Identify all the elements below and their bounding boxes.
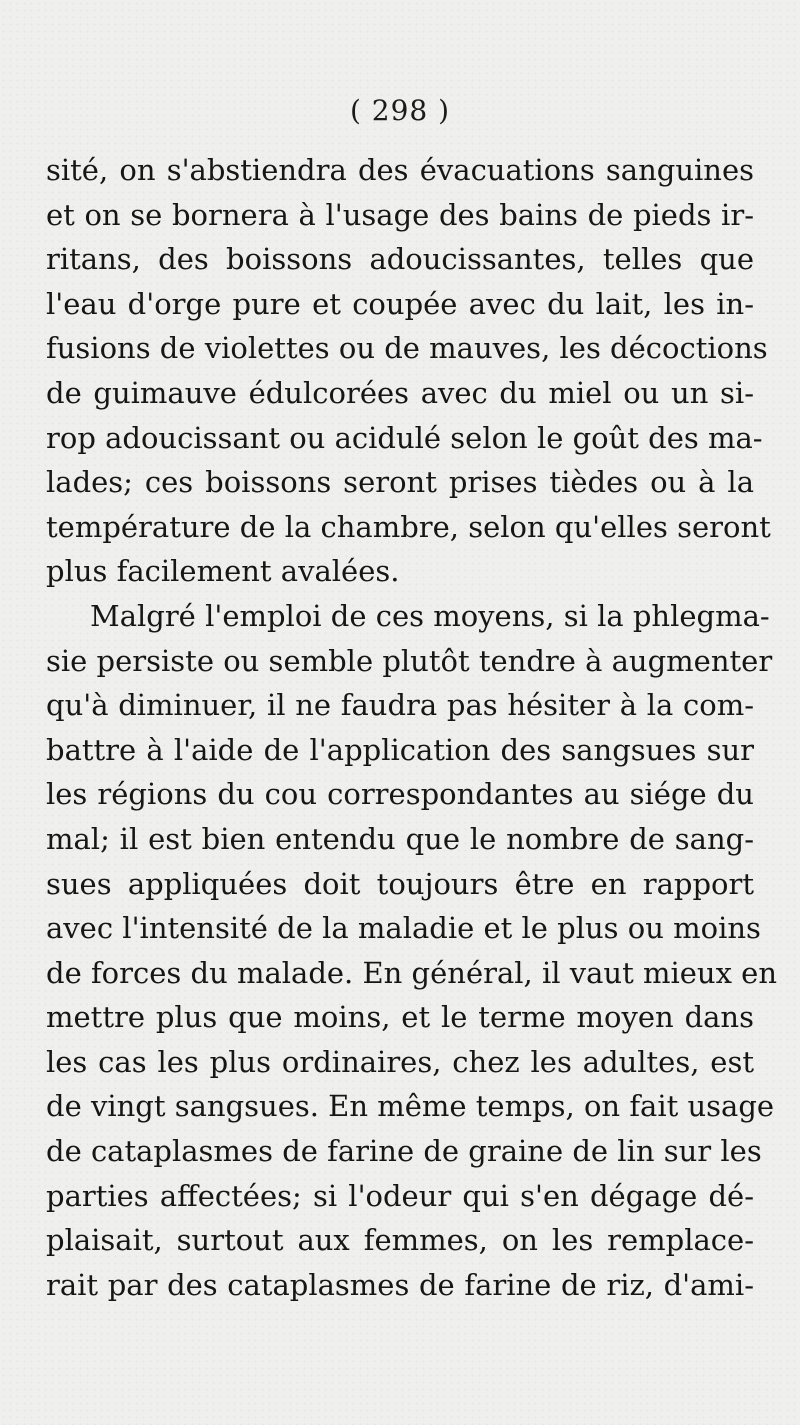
text-line: les cas les plus ordinaires, chez les adultes, est <box>46 1044 754 1079</box>
text-line: mal; il est bien entendu que le nombre de sang- <box>46 821 754 856</box>
text-line: plaisait, surtout aux femmes, on les remplace- <box>46 1223 754 1258</box>
text-line: qu'à diminuer, il ne faudra pas hésiter à la com- <box>46 688 754 723</box>
text-line: sues appliquées doit toujours être en rapport <box>46 866 754 901</box>
body-text <box>46 148 777 1307</box>
text-line: ritans, des boissons adoucissantes, telles que <box>46 242 754 277</box>
text-line: parties affectées; si l'odeur qui s'en dégage dé- <box>46 1178 754 1213</box>
text-line: de forces du malade. En général, il vaut mieux en <box>46 955 777 990</box>
text-line: l'eau d'orge pure et coupée avec du lait, les in- <box>46 286 754 321</box>
text-line: plus facilement avalées. <box>46 554 400 589</box>
text-line: rait par des cataplasmes de farine de riz, d'ami- <box>46 1267 754 1302</box>
text-line: mettre plus que moins, et le terme moyen dans <box>46 1000 754 1035</box>
text-line: sité, on s'abstiendra des évacuations sanguines <box>46 153 754 187</box>
text-line: fusions de violettes ou de mauves, les décoctions <box>46 331 768 366</box>
text-line: température de la chambre, selon qu'elles seront <box>46 509 771 544</box>
text-line: et on se bornera à l'usage des bains de pieds ir- <box>46 197 754 232</box>
text-line: battre à l'aide de l'application des sangsues sur <box>46 732 754 767</box>
text-line: avec l'intensité de la maladie et le plus ou moins <box>46 911 761 946</box>
text-line: les régions du cou correspondantes au siége du <box>46 777 754 812</box>
text-line: rop adoucissant ou acidulé selon le goût des ma- <box>46 420 763 455</box>
text-line: lades; ces boissons seront prises tièdes ou à la <box>46 465 754 500</box>
text-line: de vingt sangsues. En même temps, on fait usage <box>46 1089 775 1124</box>
text-line: de cataplasmes de farine de graine de lin sur les <box>46 1134 762 1169</box>
text-line: de guimauve édulcorées avec du miel ou un si- <box>46 375 754 410</box>
page-number: ( 298 ) <box>349 94 451 127</box>
text-line: sie persiste ou semble plutôt tendre à augmenter <box>46 643 773 678</box>
text-line: Malgré l'emploi de ces moyens, si la phlegma- <box>90 598 770 633</box>
